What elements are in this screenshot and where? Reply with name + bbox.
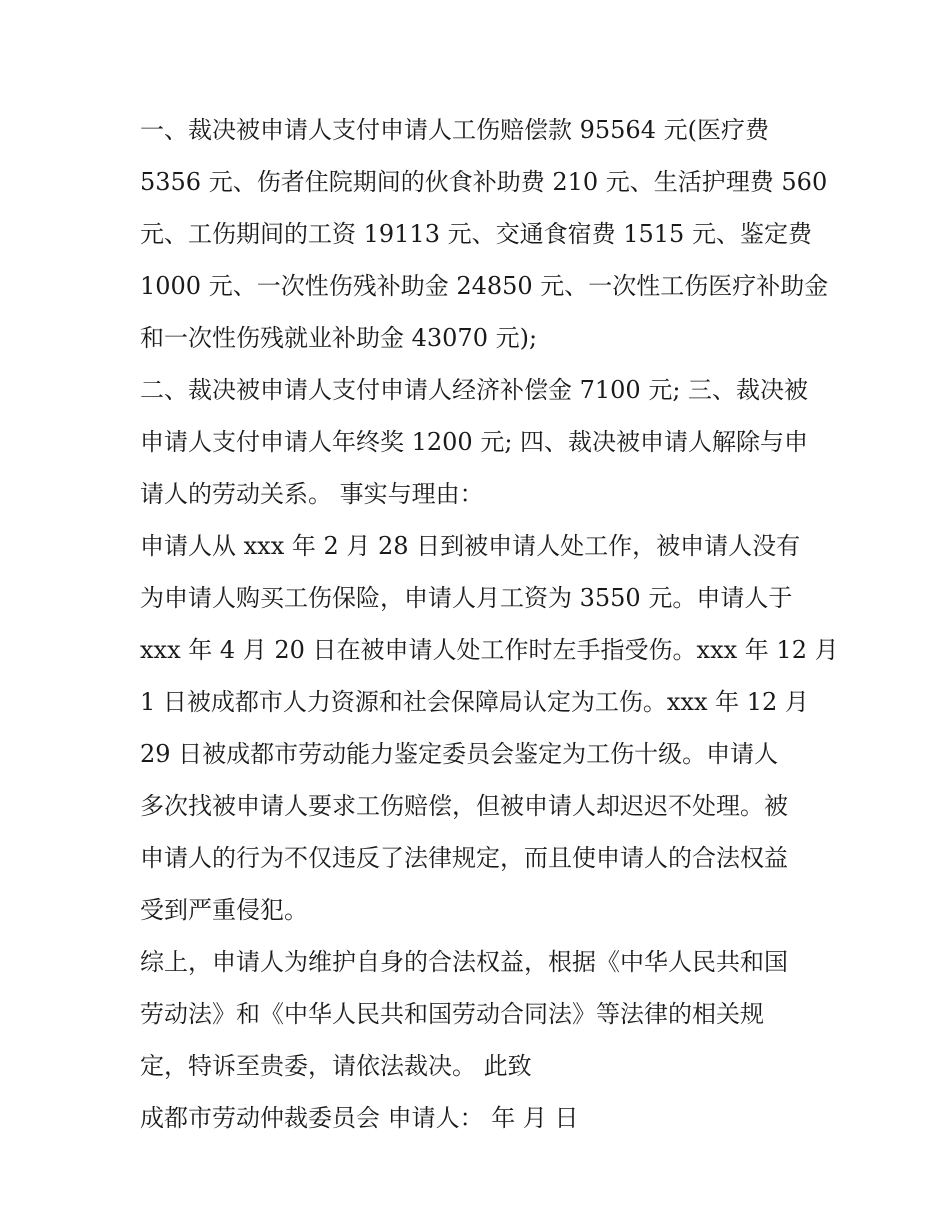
text-line: 请人的劳动关系。 事实与理由： (140, 480, 484, 508)
text-line: 定，特诉至贵委，请依法裁决。 此致 (140, 1052, 532, 1080)
text-line: 5356 元、伤者住院期间的伙食补助费 210 元、生活护理费 560 (140, 168, 828, 196)
text-line: 1000 元、一次性伤残补助金 24850 元、一次性工伤医疗补助金 (140, 272, 829, 300)
text-line: 元、工伤期间的工资 19113 元、交通食宿费 1515 元、鉴定费 (140, 220, 812, 248)
text-line: 和一次性伤残就业补助金 43070 元); (140, 324, 538, 352)
text-line: 二、裁决被申请人支付申请人经济补偿金 7100 元; 三、裁决被 (140, 376, 809, 404)
text-line: 为申请人购买工伤保险，申请人月工资为 3550 元。申请人于 (140, 584, 793, 612)
text-line: 申请人从 xxx 年 2 月 28 日到被申请人处工作，被申请人没有 (140, 532, 801, 560)
document-body (140, 104, 839, 1144)
text-line: 1 日被成都市人力资源和社会保障局认定为工伤。xxx 年 12 月 (140, 688, 809, 716)
text-line: 劳动法》和《中华人民共和国劳动合同法》等法律的相关规 (140, 1000, 764, 1028)
text-line: 综上，申请人为维护自身的合法权益，根据《中华人民共和国 (140, 948, 788, 976)
text-line: 受到严重侵犯。 (140, 896, 308, 924)
text-line: 29 日被成都市劳动能力鉴定委员会鉴定为工伤十级。申请人 (140, 740, 779, 768)
text-line: 申请人的行为不仅违反了法律规定，而且使申请人的合法权益 (140, 844, 788, 872)
text-line: 成都市劳动仲裁委员会 申请人： 年 月 日 (140, 1104, 579, 1132)
text-line: xxx 年 4 月 20 日在被申请人处工作时左手指受伤。xxx 年 12 月 (140, 636, 839, 664)
text-line: 申请人支付申请人年终奖 1200 元; 四、裁决被申请人解除与申 (140, 428, 809, 456)
text-line: 多次找被申请人要求工伤赔偿，但被申请人却迟迟不处理。被 (140, 792, 788, 820)
text-line: 一、裁决被申请人支付申请人工伤赔偿款 95564 元(医疗费 (140, 116, 769, 144)
